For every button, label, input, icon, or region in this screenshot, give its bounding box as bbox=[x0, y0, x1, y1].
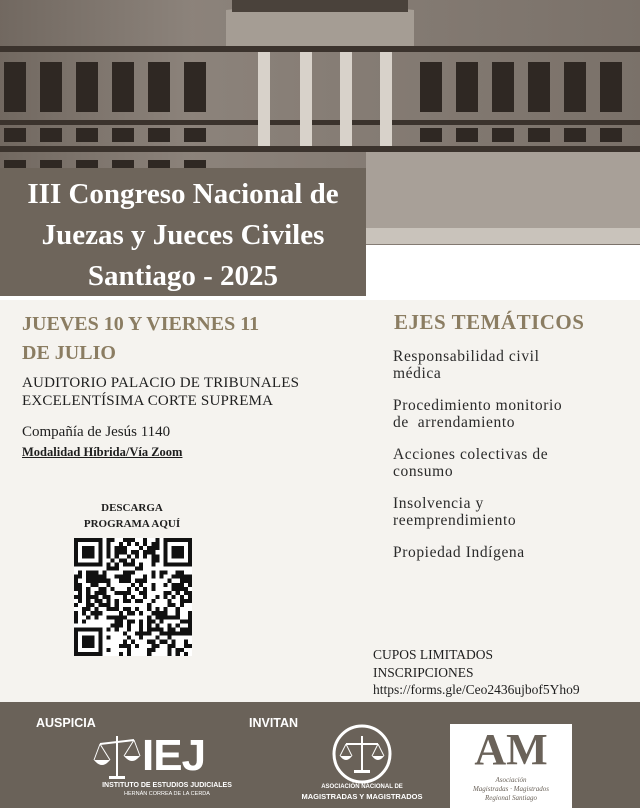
eje-item: Insolvencia y reemprendimiento bbox=[393, 495, 517, 529]
title-line-2: Juezas y Jueces Civiles bbox=[41, 219, 325, 251]
download-line-1: DESCARGA bbox=[101, 502, 163, 514]
dates-line-1: JUEVES 10 Y VIERNES 11 bbox=[22, 313, 260, 335]
eje-item: Responsabilidad civil médica bbox=[393, 348, 540, 382]
hero-banner bbox=[0, 0, 640, 300]
invitan-label: INVITAN bbox=[249, 716, 299, 730]
venue-line-2: EXCELENTÍSIMA CORTE SUPREMA bbox=[22, 393, 274, 409]
registration-link[interactable]: https://forms.gle/Ceo2436ujbof5Yho9 bbox=[373, 682, 580, 697]
am-letters: AM bbox=[474, 725, 548, 774]
download-line-2: PROGRAMA AQUÍ bbox=[83, 518, 181, 530]
anm-name-2: MAGISTRADAS Y MAGISTRADOS bbox=[301, 792, 423, 801]
am-name-1: Asociación bbox=[495, 776, 527, 784]
dates-line-2: DE JULIO bbox=[22, 342, 116, 364]
title-line-3: Santiago - 2025 bbox=[87, 260, 279, 292]
venue-line-1: AUDITORIO PALACIO DE TRIBUNALES bbox=[22, 375, 300, 391]
event-venue bbox=[22, 374, 299, 410]
am-name-3: Regional Santiago bbox=[485, 794, 537, 802]
am-logo bbox=[450, 724, 572, 808]
anm-logo bbox=[300, 724, 424, 808]
title-box bbox=[0, 168, 366, 296]
iej-letters: IEJ bbox=[142, 731, 206, 780]
event-address: Compañía de Jesús 1140 bbox=[22, 424, 171, 440]
event-modality[interactable]: Modalidad Híbrida/Vía Zoom bbox=[22, 445, 183, 459]
iej-subname: HERNÁN CORREA DE LA CERDA bbox=[124, 791, 210, 797]
inscripciones-label: INSCRIPCIONES bbox=[373, 664, 474, 680]
download-program bbox=[62, 500, 202, 532]
anm-name-1: ASOCIACIÓN NACIONAL DE bbox=[321, 784, 403, 790]
ejes-title: EJES TEMÁTICOS bbox=[394, 310, 585, 334]
iej-name: INSTITUTO DE ESTUDIOS JUDICIALES bbox=[102, 782, 232, 789]
eje-item: Acciones colectivas de consumo bbox=[393, 446, 549, 480]
registration-info bbox=[373, 646, 580, 699]
ejes-list bbox=[393, 348, 633, 576]
iej-logo bbox=[92, 726, 242, 808]
qr-code[interactable] bbox=[74, 538, 192, 656]
cupos-limitados: CUPOS LIMITADOS bbox=[373, 647, 494, 662]
eje-item: Procedimiento monitorio de arrendamiento bbox=[393, 397, 563, 431]
auspicia-label: AUSPICIA bbox=[36, 716, 96, 730]
scales-of-justice-icon bbox=[300, 724, 424, 784]
title-line-1: III Congreso Nacional de bbox=[27, 178, 339, 210]
scales-of-justice-icon bbox=[92, 730, 142, 786]
am-name-2: Magistradas · Magistrados bbox=[472, 785, 550, 793]
sponsors-footer bbox=[0, 702, 640, 808]
event-dates bbox=[22, 310, 259, 368]
eje-item: Propiedad Indígena bbox=[393, 544, 525, 561]
